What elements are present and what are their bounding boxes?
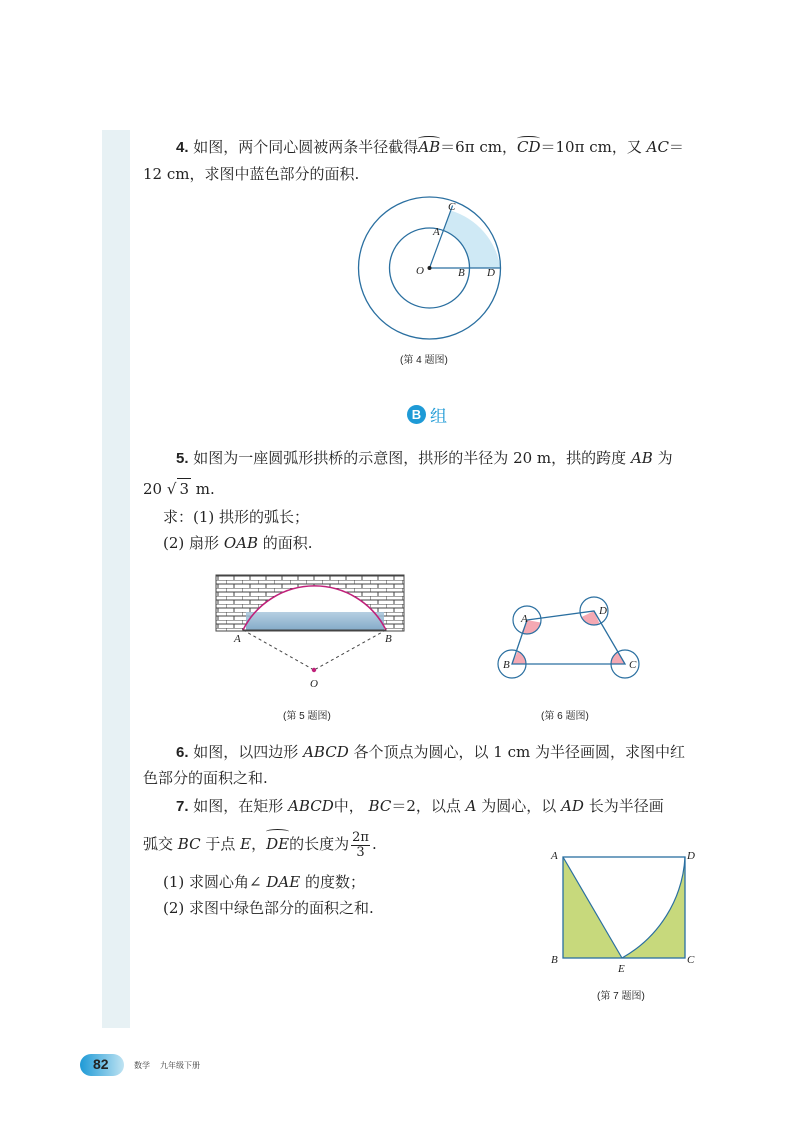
problem-text: ＝2，以点 <box>391 797 461 815</box>
problem-text: 20 <box>143 480 163 498</box>
figure-5-caption: (第 5 题图) <box>283 711 331 722</box>
problem-text: (1) 求圆心角∠ <box>163 873 262 891</box>
segment-bc: BC <box>368 797 392 815</box>
green-region-right <box>622 857 685 958</box>
problem-text: 于点 <box>205 835 236 853</box>
label-a: A <box>234 633 241 645</box>
segment-ad: AD <box>561 797 584 815</box>
problem-text: m. <box>195 480 215 498</box>
fraction-numerator: 2π <box>352 829 369 845</box>
problem-7-line-3 <box>163 872 365 892</box>
problem-5-line-3: 求：(1) 拱形的弧长； <box>163 508 310 526</box>
problem-text: 的度数； <box>304 873 365 891</box>
fraction <box>351 831 370 860</box>
problem-text: 为圆心，以 <box>481 797 557 815</box>
problem-text: 为 <box>657 449 673 467</box>
figure-7-caption: (第 7 题图) <box>597 991 645 1002</box>
label-d: D <box>599 605 607 617</box>
problem-5-line-1 <box>176 448 673 469</box>
sqrt-symbol: √ <box>166 480 177 498</box>
segment-ac: AC <box>646 138 669 156</box>
segment-bc: BC <box>177 835 201 853</box>
label-o: O <box>310 678 318 690</box>
label-a: A <box>521 613 528 625</box>
point-e: E <box>240 835 252 853</box>
problem-4-line-1 <box>176 137 684 158</box>
margin-band <box>102 130 130 1028</box>
problem-text: ， <box>251 835 267 853</box>
problem-text: ＝ <box>668 138 684 156</box>
arc-ab: AB <box>418 138 441 156</box>
group-heading <box>407 403 447 425</box>
problem-number: 7. <box>176 798 189 815</box>
problem-number: 6. <box>176 744 189 761</box>
figure-4-caption: (第 4 题图) <box>400 355 448 366</box>
label-b: B <box>385 633 392 645</box>
footer-grade: 九年级下册 <box>160 1060 200 1070</box>
label-o: O <box>416 265 424 277</box>
page-footer <box>80 1054 200 1076</box>
problem-text: 中， <box>333 797 364 815</box>
center-point <box>428 266 432 270</box>
sqrt-radicand: 3 <box>179 480 189 498</box>
figure-5 <box>210 572 410 692</box>
problem-number: 4. <box>176 139 189 156</box>
radius-oa <box>243 630 314 670</box>
problem-text: . <box>371 835 377 853</box>
problem-text: ＝6π cm， <box>440 138 517 156</box>
problem-text: 如图，两个同心圆被两条半径截得 <box>193 138 419 156</box>
figure-6 <box>492 592 647 692</box>
problem-number: 5. <box>176 450 189 467</box>
problem-text: 的面积. <box>262 534 313 552</box>
quad-abcd: ABCD <box>303 743 349 761</box>
label-e: E <box>618 963 625 975</box>
label-a: A <box>433 226 440 238</box>
problem-5-line-4 <box>163 533 313 553</box>
group-b-badge: B <box>407 405 426 424</box>
problem-6-line-2: 色部分的面积之和. <box>143 769 268 787</box>
problem-4-line-2: 12 cm，求图中蓝色部分的面积. <box>143 165 360 183</box>
angle-dae: DAE <box>266 873 301 891</box>
arc-de: DE <box>266 830 289 858</box>
label-b: B <box>458 267 465 279</box>
problem-7-line-4: (2) 求图中绿色部分的面积之和. <box>163 899 374 917</box>
label-d: D <box>687 850 695 862</box>
quadrilateral-abcd <box>512 611 625 664</box>
page-number-badge <box>80 1054 124 1076</box>
problem-text: 长为半径画 <box>588 797 664 815</box>
problem-5-line-2 <box>143 478 215 499</box>
sector-oab: OAB <box>223 534 258 552</box>
point-a: A <box>465 797 477 815</box>
problem-text: 如图，在矩形 <box>193 797 284 815</box>
problem-7-line-2 <box>143 830 377 860</box>
figure-7 <box>545 845 705 975</box>
label-a: A <box>551 850 558 862</box>
label-b: B <box>551 954 558 966</box>
label-c: C <box>629 659 637 671</box>
center-point <box>312 668 316 672</box>
label-b: B <box>503 659 510 671</box>
group-label: 组 <box>430 406 447 427</box>
problem-text: 弧交 <box>143 835 174 853</box>
problem-7-line-1 <box>176 796 664 817</box>
radius-ob <box>314 630 386 670</box>
problem-text: 的长度为 <box>289 835 350 853</box>
arc-cd: CD <box>516 138 541 156</box>
fraction-denominator: 3 <box>356 844 365 860</box>
page-number: 82 <box>93 1056 109 1072</box>
water <box>246 612 384 630</box>
segment-ab: AB <box>630 449 653 467</box>
problem-text: 如图为一座圆弧形拱桥的示意图，拱形的半径为 20 m，拱的跨度 <box>193 449 627 467</box>
problem-text: 如图，以四边形 <box>193 743 299 761</box>
problem-text: 各个顶点为圆心，以 1 cm 为半径画圆，求图中红 <box>353 743 685 761</box>
rect-abcd: ABCD <box>288 797 334 815</box>
red-sector-d <box>581 611 599 625</box>
footer-subject: 数学 <box>134 1060 150 1070</box>
problem-6-line-1 <box>176 742 685 763</box>
problem-text: ＝10π cm，又 <box>540 138 642 156</box>
problem-text: (2) 扇形 <box>163 534 220 552</box>
label-c: C <box>687 954 695 966</box>
label-d: D <box>487 267 495 279</box>
label-c: C <box>448 201 456 213</box>
figure-6-caption: (第 6 题图) <box>541 711 589 722</box>
figure-4 <box>355 193 515 343</box>
